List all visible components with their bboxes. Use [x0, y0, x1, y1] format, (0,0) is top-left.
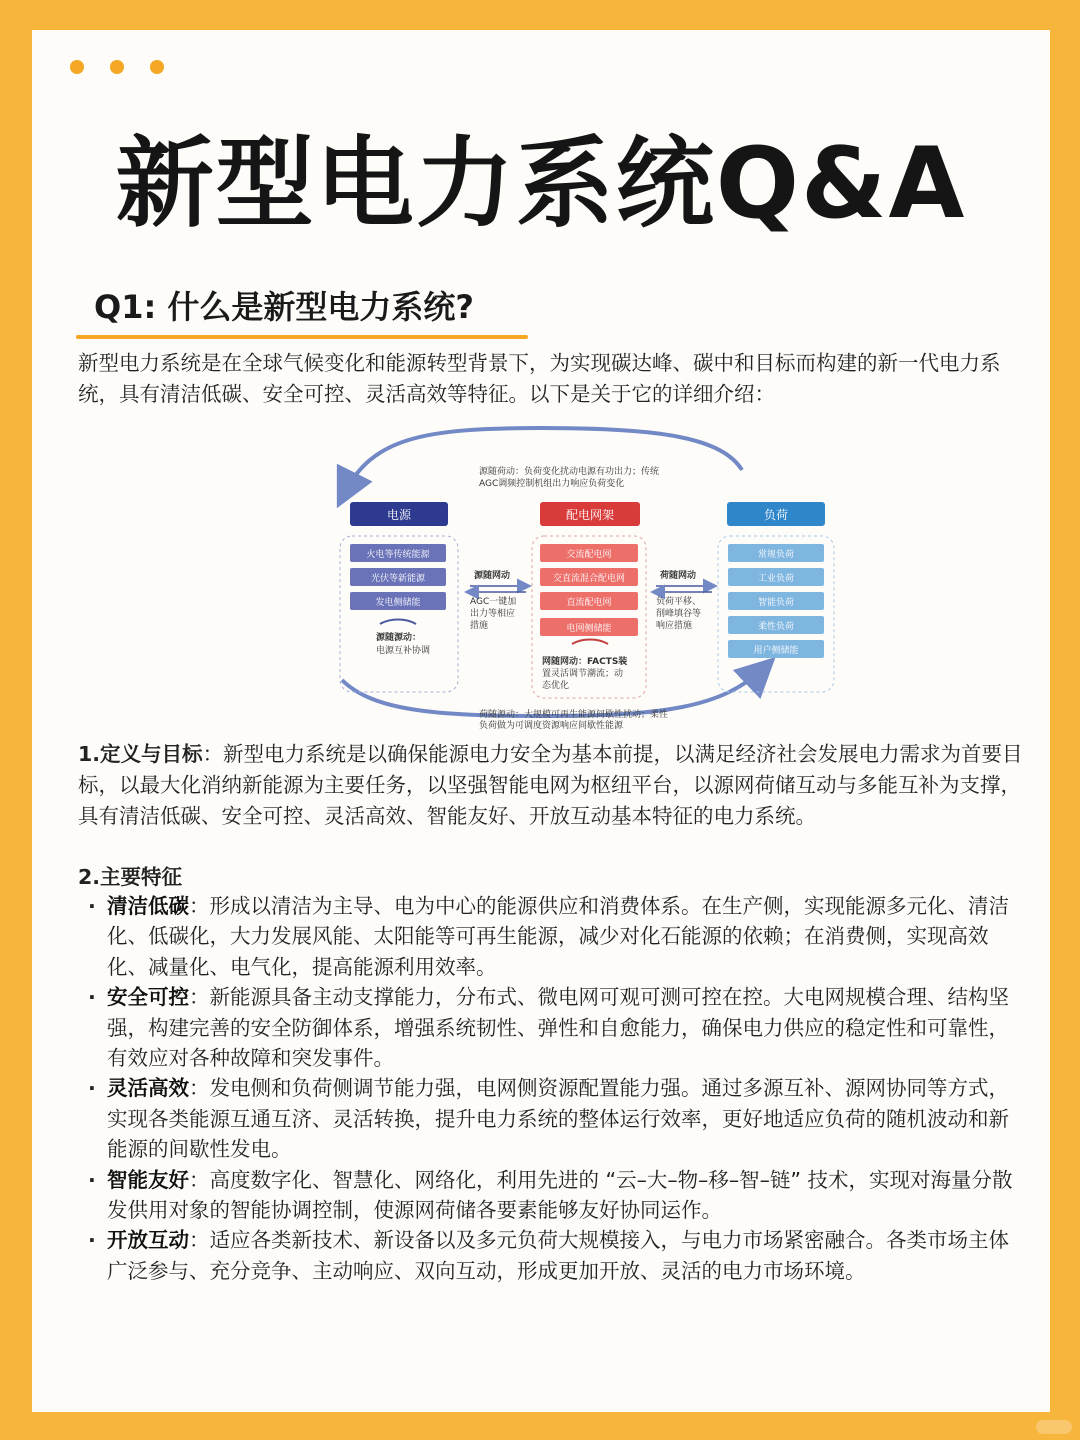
dot-icon — [150, 60, 164, 74]
source-loop-arrow — [380, 620, 416, 625]
right-link-text: 负荷平移、 — [656, 597, 702, 607]
feature-label: 清洁低碳 — [107, 894, 189, 918]
load-header-label: 负荷 — [763, 508, 789, 522]
dot-icon — [70, 60, 84, 74]
right-link-title: 荷随网动 — [660, 571, 697, 581]
source-note: 电源互补协调 — [376, 646, 431, 656]
feature-text: ：形成以清洁为主导、电为中心的能源供应和消费体系。在生产侧，实现能源多元化、清洁化、低碳化，大力发展风能、太阳能等可再生能源，减少对化石能源的依赖；在消费侧，实现高效化、减量化、电气化，提高能源利用效率。 — [107, 894, 1009, 979]
list-item — [88, 1073, 1028, 1164]
features-title: 2.主要特征 — [78, 865, 183, 889]
top-arrow-label: 源随荷动：负荷变化扰动电源有功出力；传统 — [479, 467, 660, 477]
feature-text: ：发电侧和负荷侧调节能力强，电网侧资源配置能力强。通过多源互补、源网协同等方式，实现各类能源互通互济、灵活转换，提升电力系统的整体运行效率，更好地适应负荷的随机波动和新能源的间歇性发电。 — [107, 1076, 1009, 1162]
feature-text: ：高度数字化、智慧化、网络化，利用先进的 “云–大–物–移–智–链” 技术，实现对海量分散发供用对象的智能协调控制，使源网荷储各要素能够友好协同运作。 — [107, 1167, 1013, 1223]
left-link-text: 出力等相应 — [470, 609, 516, 619]
source-note: 源随源动： — [376, 633, 422, 643]
feature-text: ：适应各类新技术、新设备以及多元负荷大规模接入，与电力市场紧密融合。各类市场主体广泛参与、充分竞争、主动响应、双向互动，形成更加开放、灵活的电力市场环境。 — [107, 1228, 1009, 1283]
grid-item-label: 交直流混合配电网 — [552, 574, 626, 584]
grid-loop-arrow — [572, 640, 608, 645]
source-item-label: 发电侧储能 — [375, 598, 421, 608]
watermark — [1036, 1420, 1072, 1434]
power-system-diagram — [302, 418, 799, 731]
question-title: Q1: 什么是新型电力系统? — [94, 288, 474, 326]
title-underline — [76, 335, 528, 339]
top-arrow-label: AGC调频控制机组出力响应负荷变化 — [479, 479, 625, 489]
content-card — [32, 30, 1050, 1412]
feature-label: 安全可控 — [107, 985, 189, 1010]
load-item-label: 用户侧储能 — [753, 646, 799, 656]
feature-label: 开放互动 — [107, 1228, 189, 1253]
load-item-label: 常规负荷 — [757, 550, 795, 560]
load-item-label: 智能负荷 — [757, 598, 795, 608]
definition-label: 1.定义与目标 — [78, 742, 203, 766]
list-item — [88, 982, 1028, 1073]
list-item — [88, 1225, 1028, 1286]
grid-header-label: 配电网架 — [565, 508, 615, 522]
window-dots — [70, 60, 164, 74]
bottom-arrow-label: 荷随源动：大规模可再生能源间歇性扰动；柔性 — [479, 710, 669, 720]
feature-label: 智能友好 — [107, 1167, 189, 1192]
feature-label: 灵活高效 — [107, 1076, 189, 1101]
source-item-label: 火电等传统能源 — [366, 550, 430, 560]
definition-text: ：新型电力系统是以确保能源电力安全为基本前提，以满足经济社会发展电力需求为首要目标，以最大化消纳新能源为主要任务，以坚强智能电网为枢纽平台，以源网荷储互动与多能互补为支撑，具有清洁低碳、安全可控、灵活高效、智能友好、开放互动基本特征的电力系统。 — [78, 742, 1023, 828]
grid-note: 态优化 — [542, 681, 570, 691]
right-link-text: 削峰填谷等 — [656, 609, 702, 619]
grid-item-label: 交流配电网 — [566, 550, 612, 560]
features-list — [88, 891, 1028, 1286]
intro-paragraph: 新型电力系统是在全球气候变化和能源转型背景下，为实现碳达峰、碳中和目标而构建的新一代电力系统，具有清洁低碳、安全可控、灵活高效等特征。以下是关于它的详细介绍： — [78, 351, 1001, 406]
source-header-label: 电源 — [386, 508, 412, 522]
right-link-text: 响应措施 — [656, 621, 693, 631]
left-link-text: 措施 — [470, 621, 489, 631]
page-title: 新型电力系统Q&A — [115, 127, 967, 241]
feature-text: ：新能源具备主动支撑能力，分布式、微电网可观可测可控在控。大电网规模合理、结构坚强，构建完善的安全防御体系，增强系统韧性、弹性和自愈能力，确保电力供应的稳定性和可靠性，有效应对各种故障和突发事件。 — [107, 985, 1009, 1071]
load-item-label: 工业负荷 — [757, 574, 795, 584]
dot-icon — [110, 60, 124, 74]
bottom-arrow-label: 负荷做为可调度资源响应间歇性能源 — [479, 721, 624, 731]
source-item-label: 光伏等新能源 — [370, 574, 426, 584]
left-link-text: AGC一键加 — [470, 597, 517, 607]
grid-item-label: 电网侧储能 — [566, 624, 612, 634]
list-item — [88, 1165, 1028, 1226]
grid-note: 置灵活调节潮流；动 — [542, 669, 624, 679]
list-item — [88, 891, 1028, 982]
grid-note: 网随网动：FACTS装 — [542, 657, 628, 667]
grid-item-label: 直流配电网 — [566, 598, 612, 608]
load-item-label: 柔性负荷 — [757, 622, 795, 632]
definition-paragraph — [78, 739, 1038, 832]
left-link-title: 源随网动 — [474, 571, 511, 581]
